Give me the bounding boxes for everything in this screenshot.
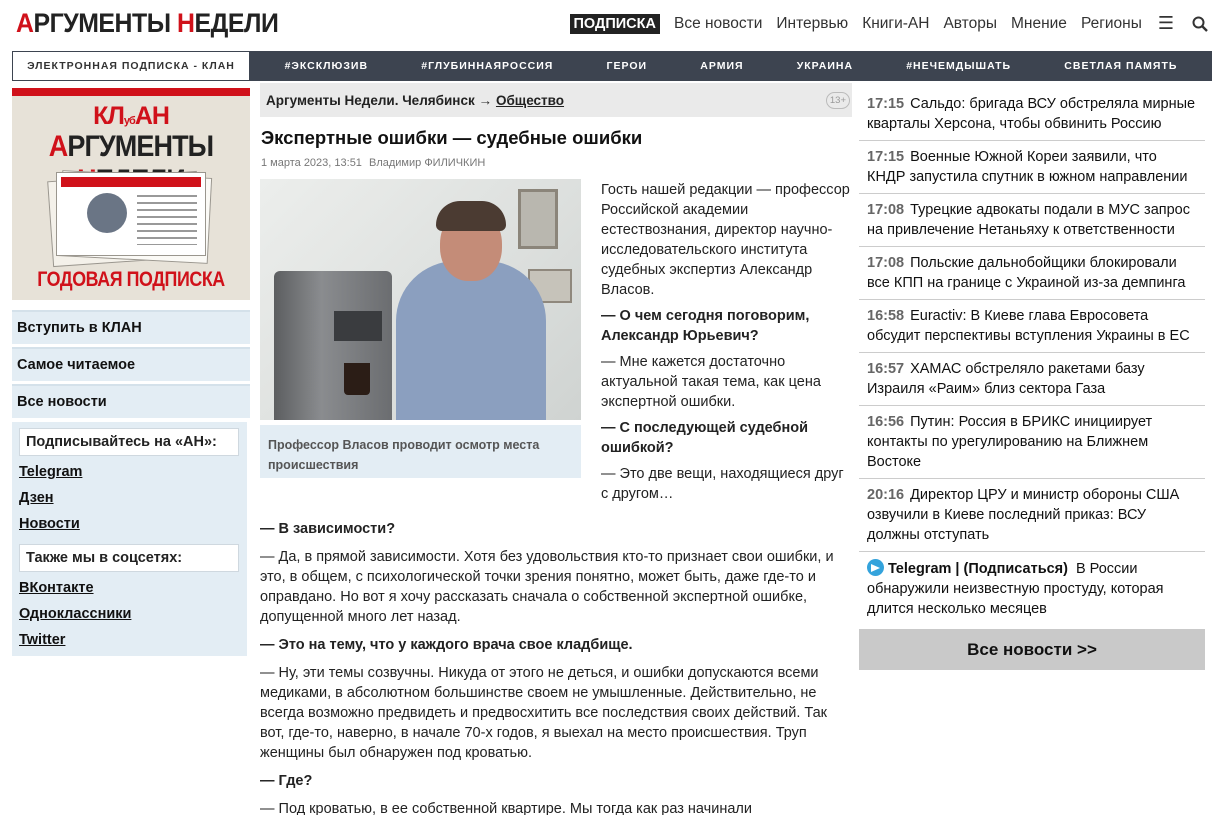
telegram-subscribe-link[interactable]: Telegram | (Подписаться) xyxy=(888,561,1068,577)
article-body xyxy=(260,519,852,815)
news-item[interactable] xyxy=(859,141,1205,194)
site-header xyxy=(0,0,1226,48)
article-date: 1 марта 2023, 13:51 xyxy=(261,157,362,169)
news-headline[interactable]: ХАМАС обстреляло ракетами базу Израиля «Раим» близ сектора Газа xyxy=(867,361,1145,397)
tag-item[interactable]: АРМИЯ xyxy=(700,60,744,72)
news-item[interactable] xyxy=(859,88,1205,141)
tag-item[interactable]: #НЕЧЕМДЫШАТЬ xyxy=(906,60,1012,72)
tag-item[interactable]: #ГЛУБИННАЯРОССИЯ xyxy=(421,60,554,72)
nav-regions[interactable]: Регионы xyxy=(1080,14,1142,32)
news-headline[interactable]: Военные Южной Кореи заявили, что КНДР запустила спутник в южном направлении xyxy=(867,149,1188,185)
article-photo[interactable] xyxy=(260,179,581,420)
telegram-news-item[interactable] xyxy=(859,552,1205,625)
news-time: 17:15 xyxy=(867,149,905,165)
logo-text: РГУМЕНТЫ xyxy=(33,8,178,38)
site-logo[interactable] xyxy=(16,8,278,38)
all-news-button[interactable]: Все новости >> xyxy=(859,629,1205,670)
body-paragraph: — Да, в прямой зависимости. Хотя без удовольствия кто-то признает свои ошибки, и это, в общем, с психологической точки зрения понятно, может быть, даже где-то и оправдано. Но вот я хочу рассказать сначала о собственной экспертной ошибке, допущенной много лет назад. xyxy=(260,549,834,625)
news-time: 16:57 xyxy=(867,361,905,377)
vk-link[interactable]: ВКонтакте xyxy=(19,580,94,596)
news-headline[interactable]: Сальдо: бригада ВСУ обстреляла мирные кварталы Херсона, чтобы обвинить Россию xyxy=(867,96,1196,132)
klan-subscription-link[interactable]: ЭЛЕКТРОННАЯ ПОДПИСКА - КЛАН xyxy=(12,51,250,81)
tag-list xyxy=(250,60,1212,72)
news-time: 17:08 xyxy=(867,202,905,218)
article-author[interactable]: Владимир ФИЛИЧКИН xyxy=(369,157,486,169)
body-question: — В зависимости? xyxy=(260,521,396,537)
telegram-link[interactable]: Telegram xyxy=(19,464,83,480)
klan-logo: КЛубАН xyxy=(93,102,169,130)
news-time: 16:58 xyxy=(867,308,905,324)
nav-subscribe[interactable]: ПОДПИСКА xyxy=(570,14,660,34)
nav-authors[interactable]: Авторы xyxy=(943,14,997,32)
body-paragraph: — Ну, эти темы созвучны. Никуда от этого не деться, и ошибки допускаются всеми медиками, в абсолютном большинстве своем не умышленные. Действительно, не всегда возможно предвидеть и предвосхитить все последствия своих действий. Так вот, где-то, наверно, в начале 70-х годов, я выехал на место происшествия. Труп женщины был обнаружен под кроватью. xyxy=(260,665,828,761)
news-time: 17:08 xyxy=(867,255,905,271)
news-item[interactable] xyxy=(859,353,1205,406)
body-paragraph: — Под кроватью, в ее собственной квартире. Мы тогда как раз начинали xyxy=(260,801,752,815)
subscribe-title: Подписывайтесь на «АН»: xyxy=(19,428,239,456)
lead-question: — С последующей судебной ошибкой? xyxy=(601,420,809,456)
news-headline[interactable]: Турецкие адвокаты подали в МУС запрос на привлечение Нетаньяху к ответственности xyxy=(867,202,1190,238)
tag-item[interactable]: УКРАИНА xyxy=(796,60,854,72)
nav-interviews[interactable]: Интервью xyxy=(776,14,849,32)
news-link[interactable]: Новости xyxy=(19,516,80,532)
news-time: 16:56 xyxy=(867,414,905,430)
telegram-news-headline[interactable]: В России обнаружили неизвестную простуду, которая длится несколько месяцев xyxy=(867,561,1164,617)
article-title: Экспертные ошибки — судебные ошибки xyxy=(261,127,643,148)
news-headline[interactable]: Польские дальнобойщики блокировали все КПП на границе с Украиной из-за демпинга xyxy=(867,255,1186,291)
logo-letter: Н xyxy=(177,8,195,38)
subscribe-block xyxy=(12,422,247,656)
twitter-link[interactable]: Twitter xyxy=(19,632,66,648)
social-title: Также мы в соцсетях: xyxy=(19,544,239,572)
news-item[interactable] xyxy=(859,300,1205,353)
left-sidebar xyxy=(12,88,250,656)
news-headline[interactable]: Путин: Россия в БРИКС инициирует контакты по урегулированию на Ближнем Востоке xyxy=(867,414,1153,470)
body-question: — Где? xyxy=(260,773,313,789)
news-headline[interactable]: Euractiv: В Киеве глава Евросовета обсудит перспективы вступления Украины в ЕС xyxy=(867,308,1190,344)
top-nav xyxy=(556,13,1209,34)
news-item[interactable] xyxy=(859,194,1205,247)
menu-join-klan[interactable]: Вступить в КЛАН xyxy=(12,310,250,344)
banner-bottom-text: ГОДОВАЯ ПОДПИСКА xyxy=(37,268,225,291)
dzen-link[interactable]: Дзен xyxy=(19,490,54,506)
body-question: — Это на тему, что у каждого врача свое кладбище. xyxy=(260,637,633,653)
menu-most-read[interactable]: Самое читаемое xyxy=(12,347,250,381)
news-item[interactable] xyxy=(859,406,1205,479)
news-time: 20:16 xyxy=(867,487,905,503)
age-rating-badge: 13+ xyxy=(826,92,850,109)
lead-paragraph: — Это две вещи, находящиеся друг с другом… xyxy=(601,466,844,502)
photo-caption: Профессор Власов проводит осмотр места происшествия xyxy=(260,420,581,478)
tag-item[interactable]: ГЕРОИ xyxy=(606,60,648,72)
nav-opinion[interactable]: Мнение xyxy=(1011,14,1067,32)
nav-all-news[interactable]: Все новости xyxy=(673,14,763,32)
left-menu xyxy=(12,310,250,418)
subscription-banner[interactable] xyxy=(12,88,250,300)
article-column xyxy=(260,83,852,815)
lead-paragraph: Гость нашей редакции — профессор Российской академии естествознания, директор научно-исследовательского института судебных экспертиз Александр Власов. xyxy=(601,182,850,298)
breadcrumb xyxy=(260,83,852,117)
tag-item[interactable]: СВЕТЛАЯ ПАМЯТЬ xyxy=(1064,60,1178,72)
ok-link[interactable]: Одноклассники xyxy=(19,606,132,622)
article-photo-block xyxy=(260,179,581,478)
news-feed xyxy=(859,88,1205,670)
menu-all-news[interactable]: Все новости xyxy=(12,384,250,418)
breadcrumb-prefix[interactable]: Аргументы Недели. Челябинск → xyxy=(266,92,492,108)
search-icon[interactable] xyxy=(1192,16,1208,32)
nav-books[interactable]: Книги-АН xyxy=(862,14,930,32)
breadcrumb-section[interactable]: Общество xyxy=(495,92,565,108)
news-item[interactable] xyxy=(859,247,1205,300)
lead-question: — О чем сегодня поговорим, Александр Юрьевич? xyxy=(601,308,810,344)
tag-item[interactable]: #ЭКСКЛЮЗИВ xyxy=(284,60,369,72)
article-meta xyxy=(261,157,852,169)
news-time: 17:15 xyxy=(867,96,905,112)
telegram-icon xyxy=(867,559,884,576)
logo-letter: А xyxy=(16,8,34,38)
lead-paragraph: — Мне кажется достаточно актуальной такая тема, как цена экспертной ошибки. xyxy=(601,354,821,410)
article-lead xyxy=(601,180,851,510)
news-item[interactable] xyxy=(859,479,1205,552)
newspaper-stack-image xyxy=(50,172,220,264)
banner-an-logo: АРГУМЕНТЫ xyxy=(48,130,214,163)
news-headline[interactable]: Директор ЦРУ и министр обороны США озвучили в Киеве последний приказ: ВСУ должны отступать xyxy=(867,487,1180,543)
tag-bar xyxy=(12,51,1212,81)
logo-text: ЕДЕЛИ xyxy=(194,8,279,38)
burger-icon[interactable]: ☰ xyxy=(1157,13,1174,33)
